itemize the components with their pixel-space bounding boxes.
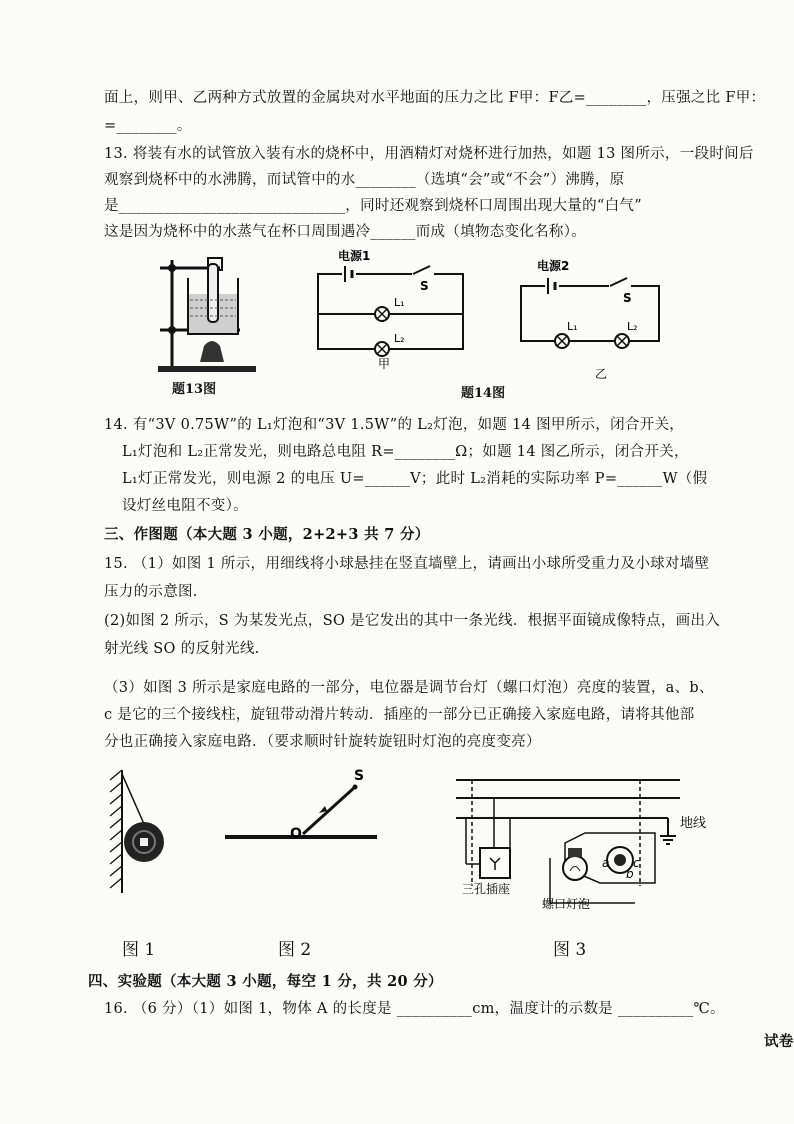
fig1-label: 图 1: [122, 940, 156, 960]
q14-line4: 设灯丝电阻不变）。: [122, 498, 248, 514]
fig3-label: 图 3: [553, 940, 587, 960]
l2-label-jia: L₂: [394, 332, 405, 345]
beaker-apparatus-figure: [150, 250, 260, 375]
ground-wire-label: 地线: [680, 816, 707, 831]
q15-line5: （3）如图 3 所示是家庭电路的一部分，电位器是调节台灯（螺口灯泡）亮度的装置，a、b、: [104, 680, 714, 696]
page-corner-label: 试卷: [764, 1033, 794, 1050]
q15-line3: (2)如图 2 所示，S 为某发光点，SO 是它发出的其中一条光线．根据平面镜成像特点，画出入: [104, 613, 721, 629]
terminal-b-label: b: [626, 867, 634, 881]
q13-line2: 观察到烧杯中的水沸腾，而试管中的水________（选填“会”或“不会”）沸腾，原: [104, 172, 625, 188]
terminal-a-label: a: [602, 856, 610, 870]
src1-label: 电源1: [338, 249, 371, 263]
l1-label-yi: L₁: [567, 320, 578, 333]
ball-wall-figure: [104, 768, 184, 898]
q15-line2: 压力的示意图.: [104, 584, 198, 600]
q14-line2: L₁灯泡和 L₂正常发光，则电路总电阻 R=________Ω；如题 14 图乙所示，闭合开关，: [122, 444, 689, 460]
fig14-caption: 题14图: [461, 386, 506, 401]
section-3-heading: 三、作图题（本大题 3 小题，2+2+3 共 7 分）: [104, 526, 430, 543]
line-q12-end: =________。: [104, 118, 192, 134]
q14-line3: L₁灯正常发光，则电源 2 的电压 U=______V；此时 L₂消耗的实际功率 P=______W（假: [122, 471, 708, 487]
point-s-label: S: [354, 768, 365, 784]
section-4-heading: 四、实验题（本大题 3 小题，每空 1 分，共 20 分）: [88, 973, 443, 990]
line-q12-cont: 面上，则甲、乙两种方式放置的金属块对水平地面的压力之比 F甲：F乙=________，压强之比 F甲：: [104, 90, 766, 106]
yi-label: 乙: [595, 367, 608, 381]
l2-label-yi: L₂: [627, 320, 638, 333]
point-o-label: O: [290, 826, 302, 842]
q16-line1: 16. （6 分）（1）如图 1，物体 A 的长度是 __________cm，温度计的示数是 __________℃。: [104, 1001, 725, 1017]
bulb-label: 螺口灯泡: [542, 897, 591, 911]
q15-line1: 15. （1）如图 1 所示，用细线将小球悬挂在竖直墙壁上，请画出小球所受重力及小球对墙壁: [104, 556, 710, 572]
l1-label-jia: L₁: [394, 296, 405, 309]
switch-s-jia: S: [420, 279, 429, 293]
mirror-ray-figure: [215, 765, 385, 855]
switch-s-yi: S: [623, 291, 632, 305]
jia-label: 甲: [378, 357, 391, 371]
q14-line1: 14. 有“3V 0.75W”的 L₁灯泡和“3V 1.5W”的 L₂灯泡，如题 14 图甲所示，闭合开关，: [104, 417, 685, 433]
q15-line6: c 是它的三个接线柱，旋钮带动滑片转动．插座的一部分已正确接入家庭电路，请将其他部: [104, 707, 695, 723]
fig13-caption: 题13图: [172, 382, 217, 397]
q13-line4: 这是因为烧杯中的水蒸气在杯口周围遇冷______而成（填物态变化名称）。: [104, 224, 587, 240]
circuit-yi-figure: [515, 252, 665, 382]
socket-label: 三孔插座: [462, 882, 511, 896]
circuit-jia-figure: [310, 242, 470, 372]
terminal-c-label: c: [633, 856, 640, 870]
src2-label: 电源2: [537, 259, 570, 273]
fig2-label: 图 2: [278, 940, 312, 960]
q15-line4: 射光线 SO 的反射光线.: [104, 641, 260, 657]
q13-line3: 是______________________________，同时还观察到烧杯口周围出现大量的“白气”: [104, 198, 642, 214]
household-circuit-figure: [450, 768, 730, 918]
q15-line7: 分也正确接入家庭电路．（要求顺时针旋转旋钮时灯泡的亮度变亮）: [104, 734, 541, 750]
q13-line1: 13. 将装有水的试管放入装有水的烧杯中，用酒精灯对烧杯进行加热，如题 13 图所示，一段时间后: [104, 146, 754, 162]
